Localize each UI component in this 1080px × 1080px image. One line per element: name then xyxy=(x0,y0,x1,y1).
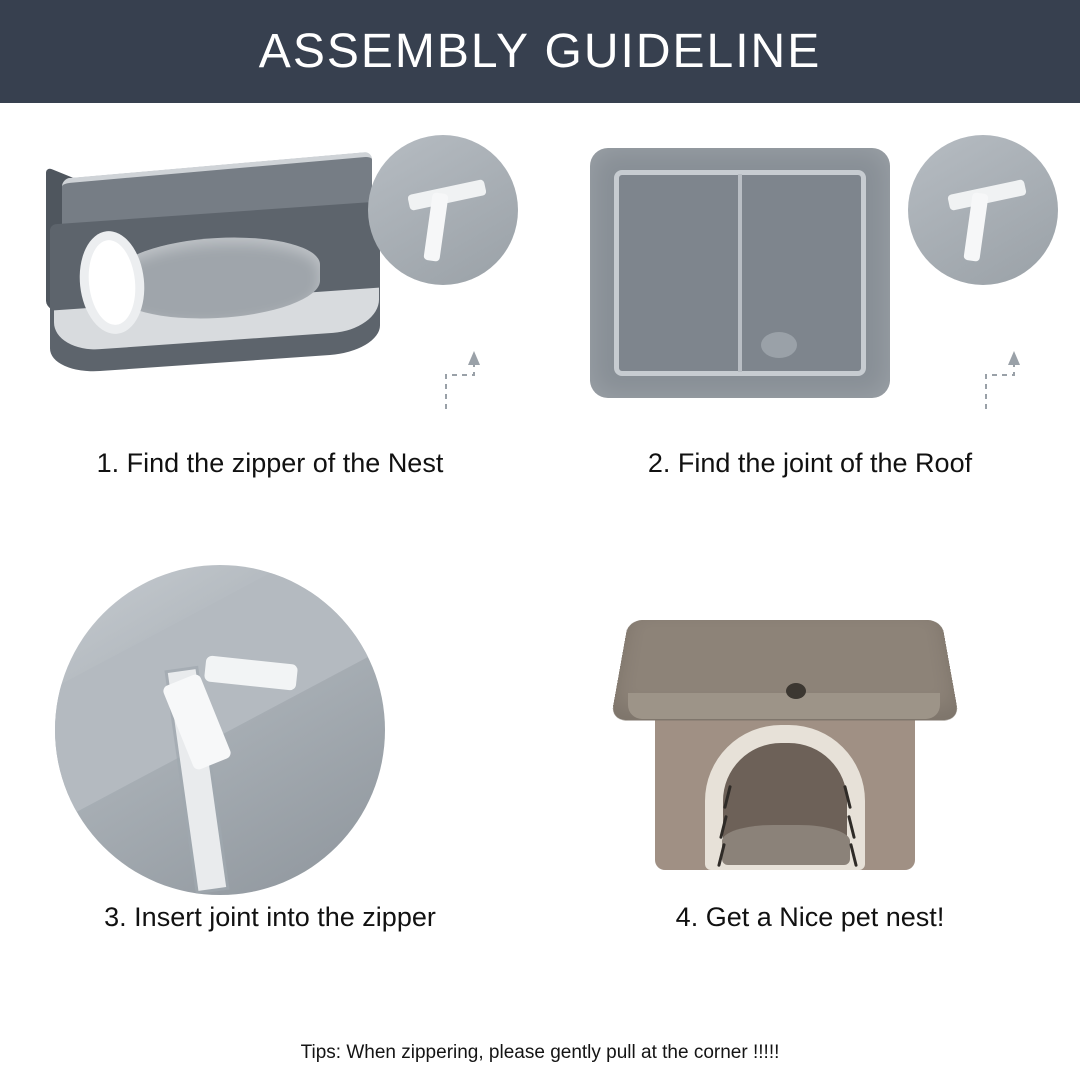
zipper-closeup-circle xyxy=(368,135,518,285)
roof-pad-knot xyxy=(761,332,797,358)
dashed-arrow-icon xyxy=(980,349,1020,411)
closeup-circle xyxy=(55,565,385,895)
tips-bar xyxy=(0,1026,1080,1080)
step-4-caption: 4. Get a Nice pet nest! xyxy=(675,901,945,932)
house-nose xyxy=(786,683,806,699)
page-title: ASSEMBLY GUIDELINE xyxy=(258,24,822,78)
step-1-figure xyxy=(0,103,540,433)
roof-pad-crease xyxy=(738,174,742,372)
fabric-seam xyxy=(55,565,385,817)
house-inner-cushion xyxy=(722,825,850,865)
step-4-figure xyxy=(540,565,1080,895)
finished-pet-house-illustration xyxy=(610,575,980,895)
house-roof-edge xyxy=(628,693,940,719)
nest-illustration xyxy=(40,143,420,403)
step-2 xyxy=(540,103,1080,565)
dashed-arrow-icon xyxy=(440,349,480,411)
page-header xyxy=(0,0,1080,103)
roof-pad-illustration xyxy=(590,123,920,403)
step-4 xyxy=(540,565,1080,1027)
step-2-figure xyxy=(540,103,1080,433)
step-3 xyxy=(0,565,540,1027)
step-1-caption: 1. Find the zipper of the Nest xyxy=(96,448,444,478)
step-1 xyxy=(0,103,540,565)
joint-closeup-circle xyxy=(908,135,1058,285)
tips-text: Tips: When zippering, please gently pull at the corner !!!!! xyxy=(300,1042,780,1063)
steps-grid xyxy=(0,103,1080,1026)
step-2-caption: 2. Find the joint of the Roof xyxy=(647,448,973,478)
roof-pad-body xyxy=(590,148,890,398)
step-3-caption: 3. Insert joint into the zipper xyxy=(104,901,436,932)
step-3-figure xyxy=(0,565,540,895)
joint-into-zipper-closeup xyxy=(55,565,435,895)
